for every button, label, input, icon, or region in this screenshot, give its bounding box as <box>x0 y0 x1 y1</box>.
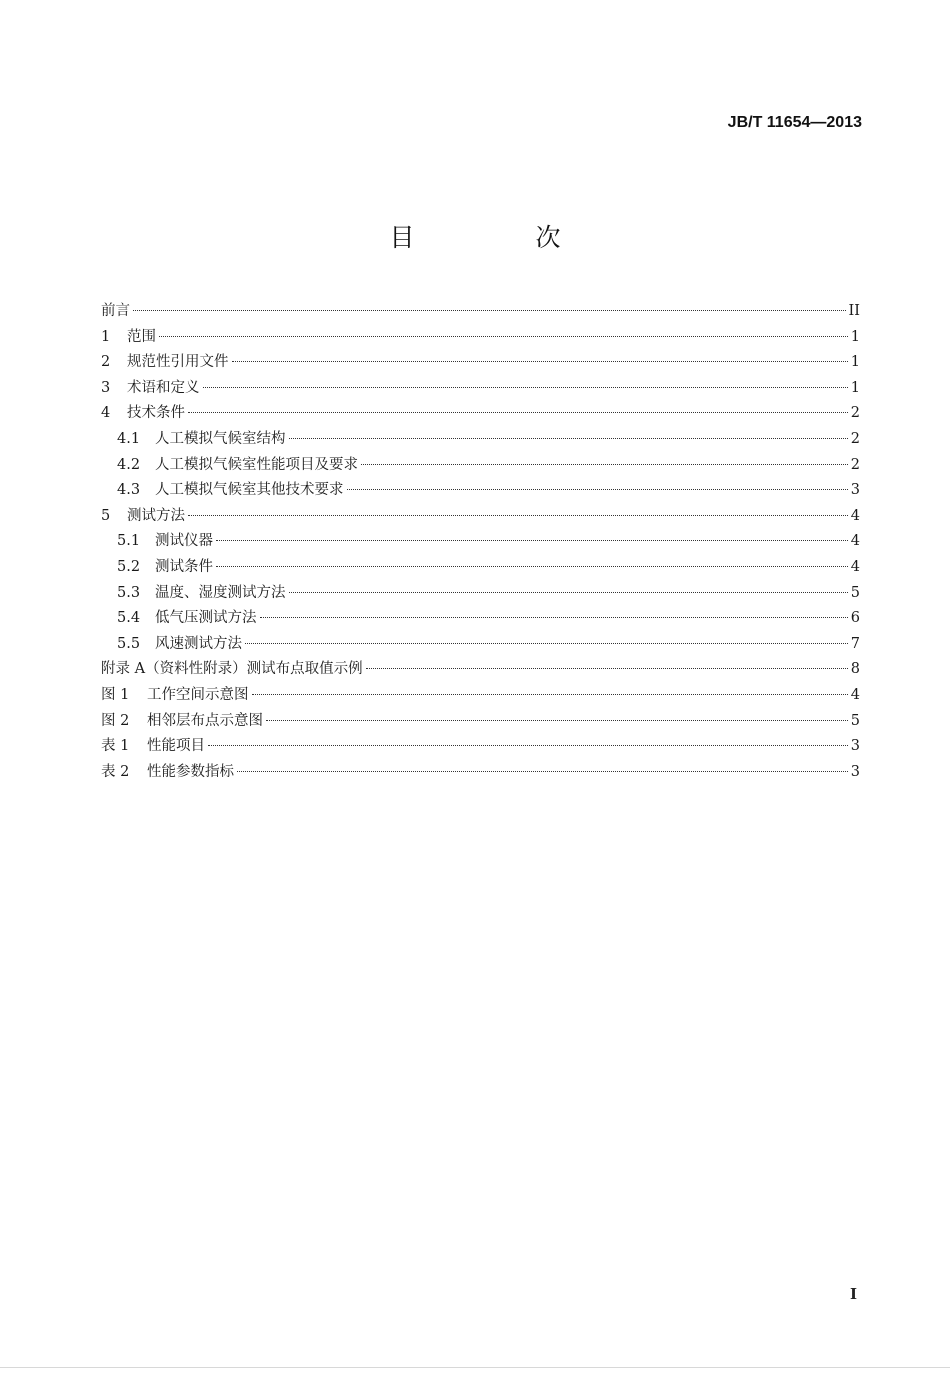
toc-entry-page: 4 <box>850 558 860 575</box>
dot-leader <box>266 720 848 721</box>
dot-leader <box>133 310 846 311</box>
toc-entry[interactable] <box>101 760 860 786</box>
dot-leader <box>159 336 848 337</box>
toc-entry-page: 3 <box>850 763 860 780</box>
table-of-contents <box>101 299 860 785</box>
toc-entry-page: 2 <box>850 405 860 422</box>
toc-entry-page: 3 <box>850 738 860 755</box>
toc-entry-label: 测试仪器 <box>155 533 213 550</box>
toc-entry-label: 附录 A（资料性附录）测试布点取值示例 <box>101 661 363 678</box>
bottom-divider <box>0 1367 950 1368</box>
toc-entry-number: 表 2 <box>101 763 130 780</box>
toc-entry-number: 3 <box>101 379 111 396</box>
toc-entry-number: 4.1 <box>117 430 141 447</box>
toc-entry-label: 前言 <box>101 303 130 319</box>
toc-entry-label: 规范性引用文件 <box>127 354 229 371</box>
toc-entry-label: 技术条件 <box>127 405 185 422</box>
dot-leader <box>260 617 848 618</box>
toc-entry-label: 低气压测试方法 <box>155 610 257 627</box>
toc-title: 目 次 <box>389 223 609 252</box>
toc-entry[interactable] <box>101 478 860 504</box>
dot-leader <box>232 361 848 362</box>
toc-entry-number: 5.1 <box>117 533 141 550</box>
standard-number: JB/T 11654—2013 <box>727 114 862 131</box>
toc-entry-label: 性能参数指标 <box>147 763 234 780</box>
toc-entry[interactable] <box>101 734 860 760</box>
toc-entry-number: 4.3 <box>117 482 141 499</box>
toc-entry-number: 4.2 <box>117 456 141 473</box>
toc-entry[interactable] <box>101 350 860 376</box>
toc-entry-page: 7 <box>850 635 860 652</box>
toc-entry[interactable] <box>101 453 860 479</box>
toc-entry-label: 人工模拟气候室性能项目及要求 <box>155 456 358 473</box>
dot-leader <box>347 489 848 490</box>
dot-leader <box>203 387 848 388</box>
toc-entry-number: 4 <box>101 405 111 422</box>
toc-entry-label: 人工模拟气候室结构 <box>155 430 286 447</box>
toc-entry-number: 5.4 <box>117 610 141 627</box>
toc-entry-label: 测试条件 <box>155 558 213 575</box>
toc-entry-label: 温度、湿度测试方法 <box>155 584 286 601</box>
toc-entry-page: 4 <box>850 686 860 703</box>
dot-leader <box>366 668 848 669</box>
toc-entry-number: 5.3 <box>117 584 141 601</box>
toc-entry-number: 2 <box>101 354 111 371</box>
toc-entry-label: 人工模拟气候室其他技术要求 <box>155 482 344 499</box>
dot-leader <box>188 515 848 516</box>
toc-entry-page: II <box>848 303 860 319</box>
toc-entry[interactable] <box>101 657 860 683</box>
toc-entry-number: 图 1 <box>101 686 130 703</box>
dot-leader <box>252 694 848 695</box>
toc-entry-label: 范围 <box>127 328 156 345</box>
toc-entry[interactable] <box>101 632 860 658</box>
toc-entry-label: 相邻层布点示意图 <box>147 712 263 729</box>
toc-entry[interactable] <box>101 401 860 427</box>
toc-entry[interactable] <box>101 299 860 325</box>
toc-entry-label: 性能项目 <box>147 738 205 755</box>
page-number: I <box>849 1285 857 1303</box>
dot-leader <box>216 540 848 541</box>
toc-entry-number: 5.2 <box>117 558 141 575</box>
dot-leader <box>361 464 848 465</box>
toc-entry-page: 4 <box>850 507 860 524</box>
toc-entry-page: 5 <box>850 584 860 601</box>
toc-entry[interactable] <box>101 709 860 735</box>
toc-entry[interactable] <box>101 606 860 632</box>
toc-entry-page: 1 <box>850 328 860 345</box>
dot-leader <box>216 566 848 567</box>
toc-entry[interactable] <box>101 683 860 709</box>
toc-entry-page: 2 <box>850 456 860 473</box>
toc-entry-label: 测试方法 <box>127 507 185 524</box>
toc-entry[interactable] <box>101 325 860 351</box>
toc-entry[interactable] <box>101 581 860 607</box>
toc-entry-page: 4 <box>850 533 860 550</box>
toc-entry-number: 图 2 <box>101 712 130 729</box>
toc-entry-page: 1 <box>850 354 860 371</box>
toc-entry[interactable] <box>101 376 860 402</box>
dot-leader <box>289 592 848 593</box>
dot-leader <box>289 438 848 439</box>
toc-entry-page: 1 <box>850 379 860 396</box>
toc-entry[interactable] <box>101 504 860 530</box>
toc-entry[interactable] <box>101 529 860 555</box>
toc-entry-number: 表 1 <box>101 738 130 755</box>
toc-entry-page: 3 <box>850 482 860 499</box>
dot-leader <box>245 643 848 644</box>
toc-entry[interactable] <box>101 555 860 581</box>
dot-leader <box>237 771 848 772</box>
toc-entry-number: 5 <box>101 507 111 524</box>
toc-entry-number: 1 <box>101 328 111 345</box>
toc-entry-page: 8 <box>850 661 860 678</box>
toc-entry-label: 风速测试方法 <box>155 635 242 652</box>
toc-entry-number: 5.5 <box>117 635 141 652</box>
toc-entry-page: 6 <box>850 610 860 627</box>
toc-entry-page: 5 <box>850 712 860 729</box>
dot-leader <box>188 412 848 413</box>
toc-entry-label: 工作空间示意图 <box>147 686 249 703</box>
toc-entry-label: 术语和定义 <box>127 379 200 396</box>
toc-entry[interactable] <box>101 427 860 453</box>
toc-entry-page: 2 <box>850 430 860 447</box>
dot-leader <box>208 745 848 746</box>
